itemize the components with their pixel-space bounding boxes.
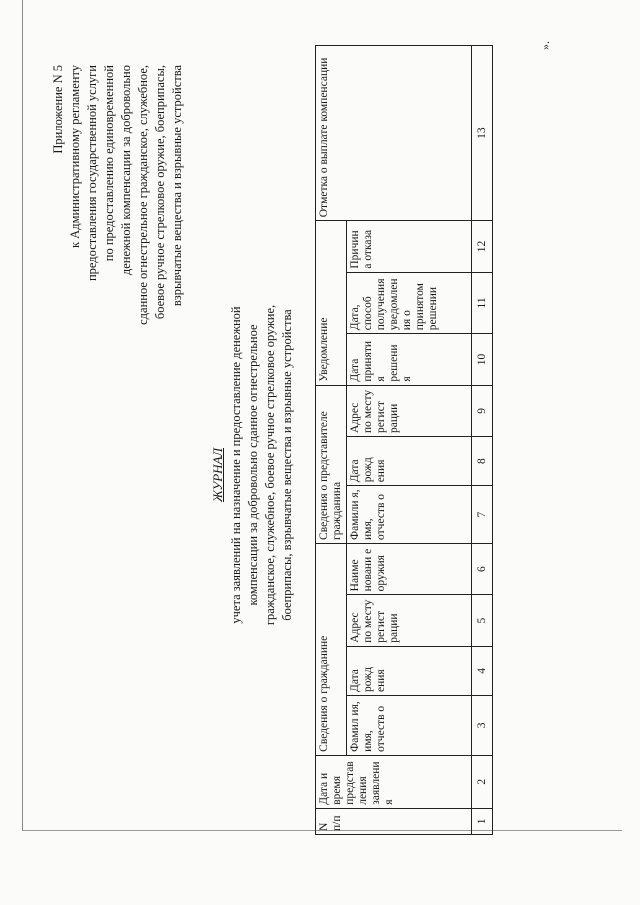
column-number: 11	[472, 272, 493, 334]
header-np: N п/п	[316, 808, 472, 834]
appendix-line: Приложение N 5	[51, 65, 65, 154]
header-rep-fio: Фамили я, имя, отчеств о	[347, 486, 472, 544]
header-notice-method: Дата, способ получения уведомлен ия о принятом решении	[347, 272, 472, 334]
header-payment: Отметка о выплате компенсации	[316, 46, 472, 221]
appendix-line: сданное огнестрельное гражданское, служебное,	[136, 65, 150, 325]
column-number: 6	[472, 543, 493, 594]
column-number: 12	[472, 221, 493, 272]
appendix-line: взрывчатые вещества и взрывные устройства	[170, 65, 184, 307]
column-number: 9	[472, 385, 493, 436]
journal-title: ЖУРНАЛ	[210, 447, 225, 503]
scan-edge-left	[22, 0, 23, 830]
header-citizen-addr: Адрес по месту регист рации	[347, 595, 472, 646]
table-row	[472, 46, 493, 835]
column-number: 3	[472, 696, 493, 756]
header-rep-addr: Адрес по месту регист рации	[347, 385, 472, 436]
header-rep-dob: Дата рожд ения	[347, 437, 472, 486]
header-decision-date: Дата приняти я решени я	[347, 334, 472, 385]
column-number: 2	[472, 755, 493, 808]
journal-table	[315, 45, 493, 835]
column-number: 5	[472, 595, 493, 646]
header-notice-group: Уведомление	[316, 221, 347, 385]
header-weapon: Наиме новани е оружия	[347, 543, 472, 594]
column-number: 1	[472, 808, 493, 834]
column-number: 13	[472, 46, 493, 221]
appendix-line: денежной компенсации за добровольно	[119, 65, 133, 276]
header-citizen-group: Сведения о гражданине	[316, 543, 347, 755]
journal-subtitle-line: гражданское, служебное, боевое ручное стрелковое оружие,	[263, 304, 277, 626]
header-refusal: Причин а отказа	[347, 221, 472, 272]
column-number: 10	[472, 334, 493, 385]
column-number: 8	[472, 437, 493, 486]
header-citizen-fio: Фамил ия, имя, отчеств о	[347, 696, 472, 756]
rotated-content	[50, 41, 590, 835]
appendix-line: по предоставлению единовременной	[102, 65, 116, 262]
journal-subtitle-line: учета заявлений на назначение и предоставление денежной	[229, 306, 243, 624]
appendix-line: боевое ручное стрелковое оружие, боеприпасы,	[153, 65, 167, 320]
column-number: 7	[472, 486, 493, 544]
appendix-header	[50, 65, 186, 405]
appendix-line: к Административному регламенту	[68, 65, 82, 249]
journal-subtitle-line: боеприпасы, взрывчатые вещества и взрывные устройства	[280, 309, 294, 621]
journal-subtitle-line: компенсации за добровольно сданное огнестрельное	[246, 324, 260, 606]
header-rep-group: Сведения о представителе гражданина	[316, 385, 347, 543]
header-citizen-dob: Дата рожд ения	[347, 646, 472, 695]
appendix-line: предоставления государственной услуги	[85, 65, 99, 282]
column-number: 4	[472, 646, 493, 695]
trailing-quote-mark: ».	[538, 41, 552, 50]
journal-subtitle	[228, 205, 296, 725]
table-header-row	[316, 46, 347, 835]
header-date: Дата и время представ ления заявлени я	[316, 755, 472, 808]
